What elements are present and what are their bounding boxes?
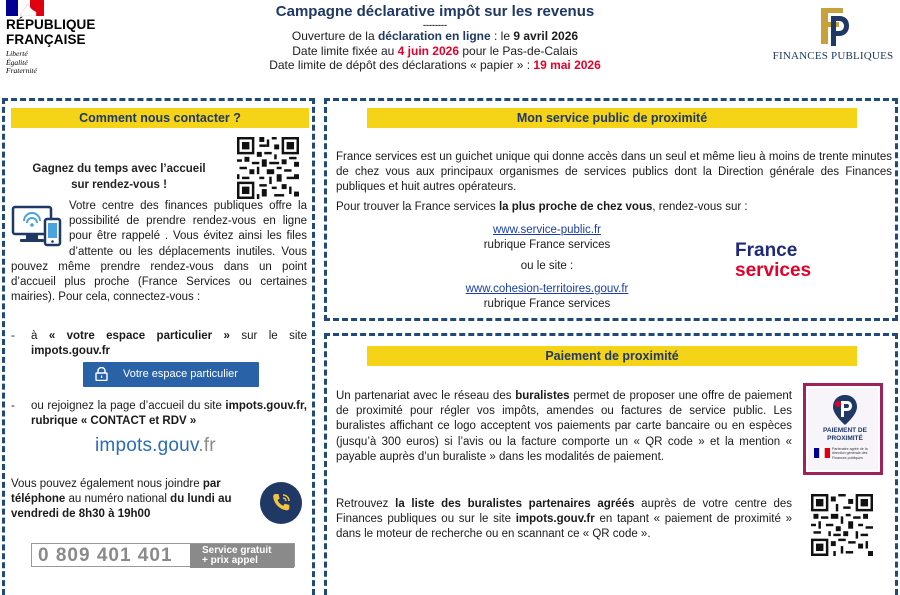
french-flag-icon	[814, 448, 830, 458]
rdv-qr-code-icon[interactable]	[237, 137, 299, 199]
contact-item-rubrique-contact: - ou rejoignez la page d’accueil du site impots.gouv.fr, rubrique « CONTACT et RDV »	[11, 400, 307, 428]
buralistes-qr-code-icon[interactable]	[811, 494, 873, 556]
finances-publiques-text: FINANCES PUBLIQUES	[772, 50, 894, 62]
ou-le-site-text: ou le site :	[520, 260, 574, 272]
buralistes-liste-text: Retrouvez la liste des buralistes partenaires agréés auprès de votre centre des Finances publiques ou sur le site impots.gouv.fr en tapant « paiement de proximité » dans le moteur de recherche ou en scannant ce « QR code ».	[336, 498, 793, 541]
paiement-section-title: Paiement de proximité	[367, 346, 857, 366]
gain-temps-text: Gagnez du temps avec l’accueil sur rendez-vous !	[32, 163, 206, 191]
rf-title: RÉPUBLIQUE FRANÇAISE	[6, 17, 96, 47]
service-gratuit-tag: Service gratuit + prix appel	[190, 544, 294, 568]
page-title: Campagne déclarative impôt sur les revenus	[275, 3, 595, 20]
telephone-contact-text: Vous pouvez également nous joindre par téléphone au numéro national du lundi au vendredi de 8h30 à 19h00	[11, 478, 232, 521]
header-line-papier: Date limite de dépôt des déclarations « papier » : 19 mai 2026	[269, 58, 601, 72]
contact-intro-text: Votre centre des finances publiques offre la possibilité de prendre rendez-vous en ligne pour être rappelé . Vous évitez ainsi les files d’attente ou les déplacements inutiles. Vous pouvez même prendre rendez-vous dans un point d’accueil plus proche (France Services ou certaines mairies). Pour cela, connectez-vous :	[11, 200, 307, 304]
cohesion-territoires-link[interactable]: www.cohesion-territoires.gouv.fr	[465, 283, 629, 295]
paiement-description: Un partenariat avec le réseau des buralistes permet de proposer une offre de paiement de proximité pour régler vos impôts, amendes ou factures de service public. Les buralistes affichant ce logo acceptent vos paiements par carte bancaire ou en espèces (jusqu’à 300 euros) si l’avis ou la facture comporte un « QR code » et la mention « payable auprès d’un buraliste » dans les modalités de paiement.	[336, 390, 792, 463]
finances-publiques-logo	[768, 4, 898, 62]
impots-gouv-logo[interactable]: impots.gouv.fr	[95, 435, 216, 456]
paiement-proximite-logo	[803, 383, 883, 475]
contact-section-title: Comment nous contacter ?	[11, 108, 309, 128]
cohesion-territoires-link-block	[427, 282, 667, 312]
proximite-panel	[324, 98, 898, 321]
computer-phone-icon	[11, 203, 63, 247]
rubrique-france-services-1: rubrique France services	[483, 239, 611, 252]
france-services-find-text: Pour trouver la France services la plus proche de chez vous, rendez-vous sur :	[336, 201, 748, 213]
service-public-link-block	[427, 223, 667, 253]
badge-partenaire-text: Partenaire agréé de la direction générale des Finances publiques	[832, 447, 868, 460]
finances-publiques-emblem-icon	[813, 4, 853, 48]
france-services-logo: France services	[735, 240, 812, 281]
header-separator: --------	[423, 20, 447, 30]
votre-espace-particulier-button[interactable]: Votre espace particulier	[83, 362, 259, 387]
lock-icon	[95, 367, 108, 381]
header-line-ouverture: Ouverture de la déclaration en ligne : le 9 avril 2026	[291, 29, 579, 43]
france-services-description: France services est un guichet unique qui donne accès dans un seul et même lieu à moins de trente minutes de chez vous aux principaux organismes de services publics dont la Direction générale des Finances publiques et huit autres opérateurs.	[336, 151, 892, 194]
paiement-proximite-badge-label: PAIEMENT DE PROXIMITÉ	[823, 427, 867, 442]
phone-handset-icon	[269, 491, 293, 515]
map-pin-p-icon	[830, 394, 860, 426]
proximite-section-title: Mon service public de proximité	[367, 108, 857, 128]
contact-panel	[2, 98, 315, 595]
phone-icon	[260, 482, 302, 524]
phone-number: 0 809 401 401	[38, 545, 173, 566]
campaign-header	[215, 2, 655, 73]
header-line-date-limite: Date limite fixée au 4 juin 2026 pour le Pas-de-Calais	[292, 43, 578, 58]
paiement-panel	[324, 333, 898, 595]
numero-national-badge[interactable]	[31, 543, 295, 567]
rubrique-france-services-2: rubrique France services	[483, 298, 611, 311]
marianne-icon	[6, 0, 44, 16]
rf-motto: Liberté Égalité Fraternité	[6, 49, 37, 75]
contact-item-espace-particulier: - à « votre espace particulier » sur le site impots.gouv.fr	[11, 330, 307, 358]
service-public-link[interactable]: www.service-public.fr	[493, 224, 601, 236]
